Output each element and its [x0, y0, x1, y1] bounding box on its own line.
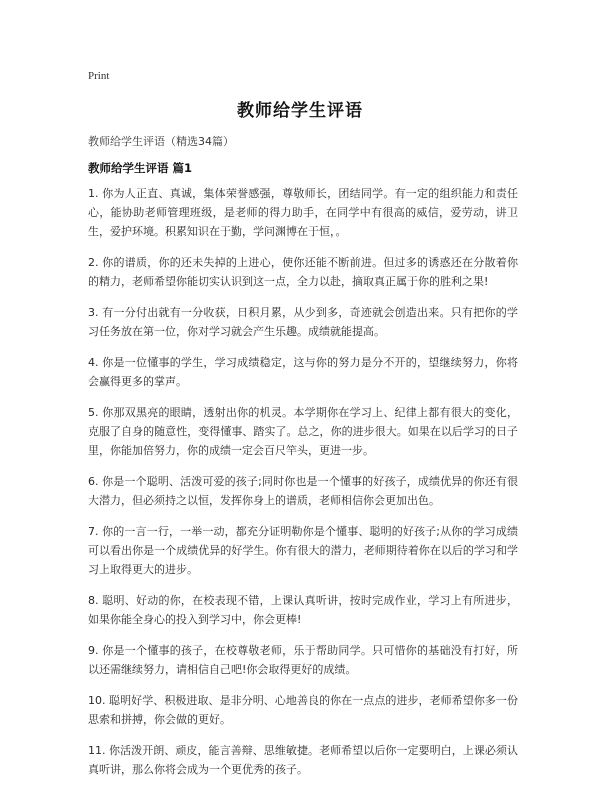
document-title: 教师给学生评语 [237, 101, 363, 121]
comment-paragraph-7: 7. 你的一言一行，一举一动，都充分证明勒你是个懂事、聪明的好孩子;从你的学习成绩可以看出你是一个成绩优异的好学生。你有很大的潜力，老师期待着你在以后的学习和学习上取得更大的进步。 [88, 525, 518, 576]
comment-paragraph-10: 10. 聪明好学、积极进取、是非分明、心地善良的你在一点点的进步，老师希望你多一份思索和拼搏，你会做的更好。 [88, 694, 518, 726]
comment-paragraph-1: 1. 你为人正直、真诚，集体荣誉感强，尊敬师长，团结同学。有一定的组织能力和责任心，能协助老师管理班级，是老师的得力助手，在同学中有很高的威信，爱劳动，讲卫生，爱护环境。积累知识在于勤，学问渊博在于恒，。 [88, 187, 518, 238]
comment-paragraph-9: 9. 你是一个懂事的孩子，在校尊敬老师，乐于帮助同学。只可惜你的基础没有打好，所以还需继续努力，请相信自己吧!你会取得更好的成绩。 [88, 644, 518, 676]
comment-paragraph-5: 5. 你那双黑亮的眼睛，透射出你的机灵。本学期你在学习上、纪律上都有很大的变化，克服了自身的随意性，变得懂事、踏实了。总之，你的进步很大。如果在以后学习的日子里，你能加倍努力，你的成绩一定会百尺竿头，更进一步。 [88, 406, 518, 457]
section-heading: 教师给学生评语 篇1 [88, 161, 193, 175]
document-subtitle: 教师给学生评语（精选34篇） [88, 135, 234, 148]
comment-paragraph-3: 3. 有一分付出就有一分收获，日积月累，从少到多，奇迹就会创造出来。只有把你的学习任务放在第一位，你对学习就会产生乐趣。成绩就能提高。 [88, 306, 518, 338]
comment-paragraph-11: 11. 你活泼开朗、顽皮，能言善辩、思维敏捷。老师希望以后你一定要明白，上课必须认真听讲，那么你将会成为一个更优秀的孩子。 [88, 744, 518, 776]
comment-paragraph-4: 4. 你是一位懂事的学生，学习成绩稳定，这与你的努力是分不开的，望继续努力，你将会赢得更多的掌声。 [88, 356, 518, 388]
comment-paragraph-6: 6. 你是一个聪明、活泼可爱的孩子;同时你也是一个懂事的好孩子，成绩优异的你还有很大潜力，但必须持之以恒，发挥你身上的谱质，老师相信你会更加出色。 [88, 475, 518, 507]
comment-paragraph-2: 2. 你的谱质，你的还未失掉的上进心，使你还能不断前进。但过多的诱惑还在分散着你的精力，老师希望你能切实认识到这一点，全力以赴，摘取真正属于你的胜利之果! [88, 256, 518, 288]
print-link[interactable]: Print [88, 70, 110, 82]
comment-paragraph-8: 8. 聪明、好动的你，在校表现不错，上课认真听讲，按时完成作业，学习上有所进步，如果你能全身心的投入到学习中，你会更棒! [88, 594, 518, 626]
comment-list [88, 184, 518, 791]
